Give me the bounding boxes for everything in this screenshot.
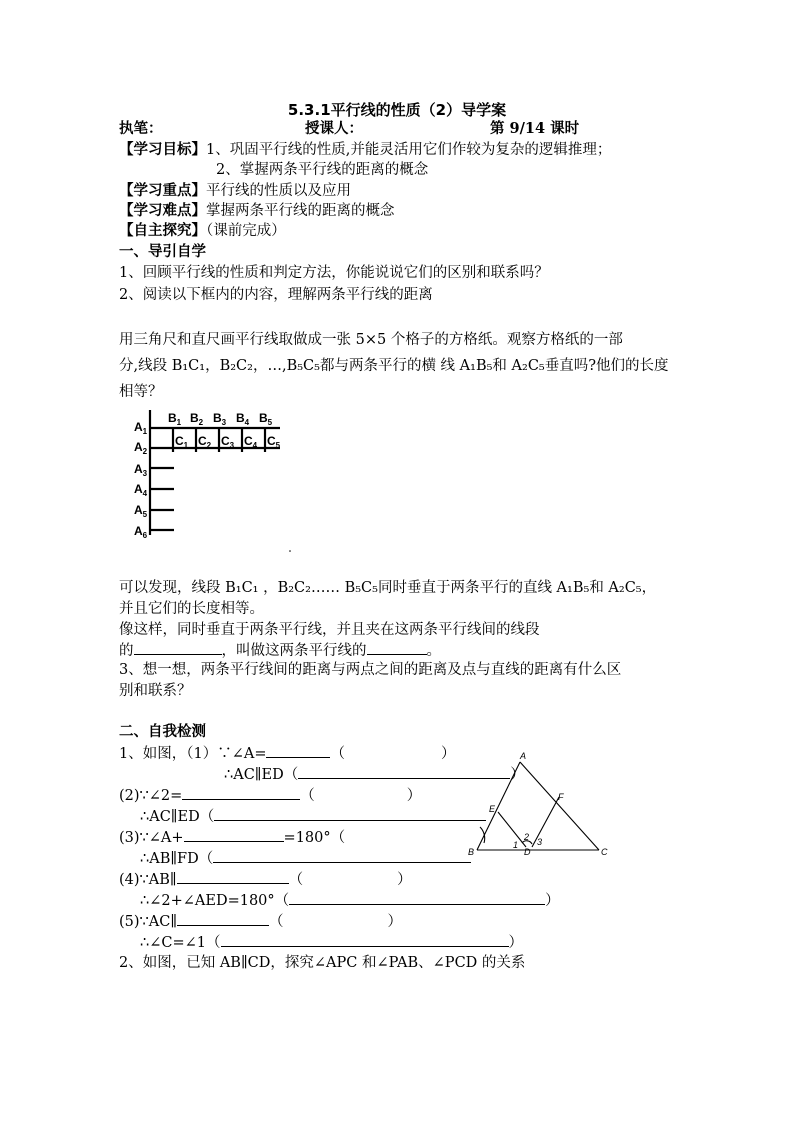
blank-4-1[interactable] xyxy=(177,869,289,884)
check-line-4: ∴AC∥ED（ xyxy=(140,806,486,827)
objective-2: 2、掌握两条平行线的距离的概念 xyxy=(216,162,429,178)
blank-4-2[interactable] xyxy=(289,890,545,905)
keypoint-text: 平行线的性质以及应用 xyxy=(206,183,351,199)
header-period: 第 9/14 课时 xyxy=(490,120,580,137)
header-writer: 执笔： xyxy=(119,120,163,137)
figure-label-3: 3 xyxy=(537,837,543,847)
grid-label-a3: $A_3$ xyxy=(134,462,148,478)
figure-label-c: C xyxy=(601,847,608,857)
grid-label-c5: $C_5$ xyxy=(267,434,281,450)
figure-label-2: 2 xyxy=(524,832,530,842)
check-line-6: ∴AB∥FD（ xyxy=(140,848,471,869)
para3-line2: 的 ，叫做这两条平行线的 。 xyxy=(119,640,441,661)
check-line-9: (5)∵AC∥ （ ） xyxy=(119,911,402,932)
figure-label-e: E xyxy=(489,804,496,814)
difficulty-label: 【学习难点】 xyxy=(119,202,206,219)
q3-line1: 3、想一想，两条平行线间的距离与两点之间的距离及点与直线的距离有什么区 xyxy=(119,662,622,678)
para1-line1: 用三角尺和直尺画平行线取做成一张 5×5 个格子的方格纸。观察方格纸的一部 xyxy=(119,332,623,348)
section1-q1: 1、回顾平行线的性质和判定方法，你能说说它们的区别和联系吗？ xyxy=(119,265,549,281)
blank-2-1[interactable] xyxy=(182,785,300,800)
check-line-2: ∴AC∥ED（ ） xyxy=(224,764,525,785)
grid-label-c3: $C_3$ xyxy=(221,434,235,450)
grid-label-c4: $C_4$ xyxy=(244,434,258,450)
objectives-label: 【学习目标】 xyxy=(119,141,206,158)
grid-label-b4: $B_4$ xyxy=(236,411,250,427)
check-line-3: (2)∵∠2= （ ） xyxy=(119,785,421,806)
triangle-figure xyxy=(462,745,622,863)
explore-label: 【自主探究】 xyxy=(119,222,206,239)
grid-label-c1: $C_1$ xyxy=(175,434,189,450)
figure-label-d: D xyxy=(524,847,531,857)
blank-2-2[interactable] xyxy=(214,806,486,821)
figure-label-b: B xyxy=(468,847,475,857)
section2-q2: 2、如图，已知 AB∥CD，探究∠APC 和∠PAB、∠PCD 的关系 xyxy=(119,955,526,971)
blank-5-2[interactable] xyxy=(221,932,509,947)
blank-5-1[interactable] xyxy=(177,911,269,926)
section1-q2: 2、阅读以下框内的内容，理解两条平行线的距离 xyxy=(119,287,433,303)
grid-label-a4: $A_4$ xyxy=(134,482,148,498)
blank-distance[interactable] xyxy=(367,640,427,655)
grid-label-a2: $A_2$ xyxy=(134,440,148,456)
para3-line1: 像这样，同时垂直于两条平行线，并且夹在这两条平行线间的线段 xyxy=(119,622,540,638)
grid-label-c2: $C_2$ xyxy=(198,434,212,450)
section2-heading: 二、自我检测 xyxy=(119,723,206,740)
para2-line1: 可以发现，线段 B₁C₁ ，B₂C₂…… B₅C₅同时垂直于两条平行的直线 A₁B₅和 A₂C₅， xyxy=(119,580,657,596)
keypoint-label: 【学习重点】 xyxy=(119,182,206,199)
explore-text: （课前完成） xyxy=(206,223,286,239)
q3-line2: 别和联系？ xyxy=(119,683,192,699)
figure-label-1: 1 xyxy=(513,840,519,850)
explore xyxy=(119,221,286,241)
check-line-1: 1、如图，（1）∵∠A= （ ） xyxy=(119,743,455,764)
check-line-5: (3)∵∠A+ =180°（ xyxy=(119,827,345,848)
keypoint xyxy=(119,181,351,201)
objective-1: 1、巩固平行线的性质,并能灵活用它们作较为复杂的逻辑推理； xyxy=(206,142,612,158)
figure-label-a: A xyxy=(520,751,527,761)
grid-label-a1: $A_1$ xyxy=(134,420,148,436)
section1-heading: 一、导引自学 xyxy=(119,243,206,260)
header-lecturer: 授课人： xyxy=(305,120,363,137)
difficulty xyxy=(119,201,395,221)
check-line-8: ∴∠2+∠AED=180°（ ） xyxy=(140,890,560,911)
blank-1-1[interactable] xyxy=(266,743,330,758)
grid-label-b1: $B_1$ xyxy=(168,411,182,427)
check-line-7: (4)∵AB∥ （ ） xyxy=(119,869,412,890)
grid-label-b2: $B_2$ xyxy=(190,411,204,427)
para1-line3: 相等？ xyxy=(119,384,163,400)
grid-label-a5: $A_5$ xyxy=(134,503,148,519)
blank-segment[interactable] xyxy=(134,640,222,655)
difficulty-text: 掌握两条平行线的距离的概念 xyxy=(206,203,395,219)
grid-label-b5: $B_5$ xyxy=(259,411,273,427)
para1-line2: 分,线段 B₁C₁，B₂C₂，…,B₅C₅都与两条平行的横 线 A₁B₅和 A₂C₅垂直吗?他们的长度 xyxy=(119,358,669,374)
blank-3-2[interactable] xyxy=(213,848,471,863)
grid-label-a6: $A_6$ xyxy=(134,524,148,540)
grid-label-b3: $B_3$ xyxy=(213,411,227,427)
objectives xyxy=(119,140,611,160)
para2-line2: 并且它们的长度相等。 xyxy=(119,601,264,617)
blank-3-1[interactable] xyxy=(184,827,284,842)
figure-label-f: F xyxy=(558,792,564,802)
check-line-10: ∴∠C=∠1（ ） xyxy=(140,932,523,953)
grid-figure xyxy=(128,405,293,555)
page-title: 5.3.1平行线的性质（2）导学案 xyxy=(287,101,507,119)
